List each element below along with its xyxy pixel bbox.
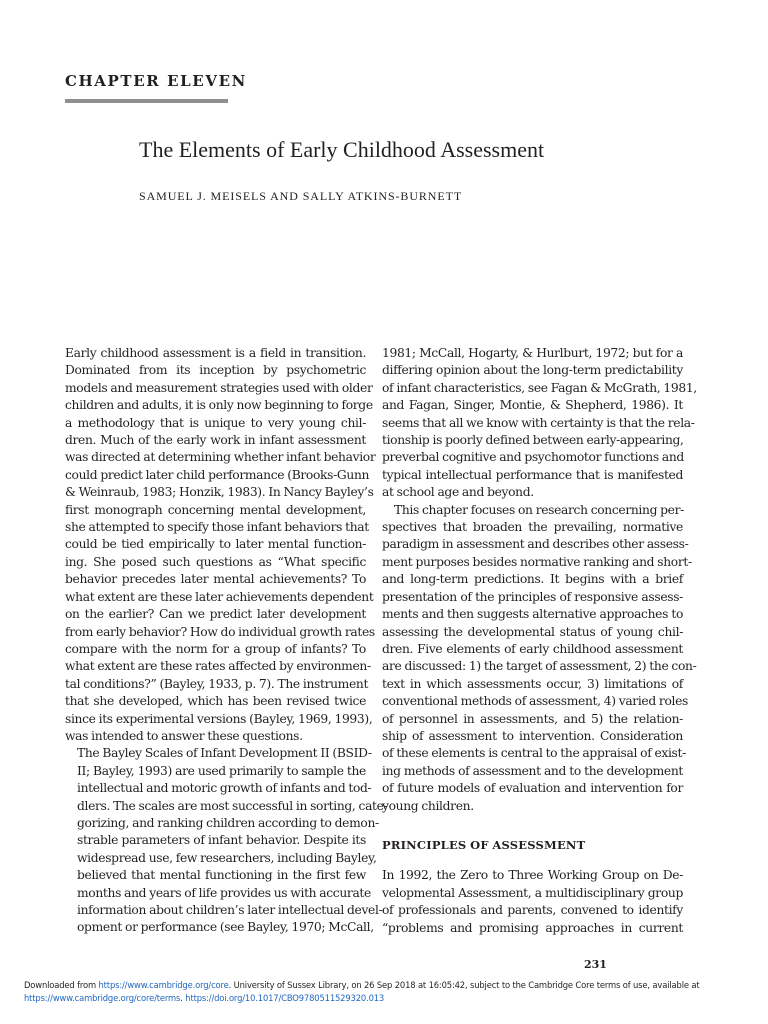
text-line: and Fagan, Singer, Montie, & Shepherd, 1986). It: [382, 398, 683, 413]
text-line: seems that all we know with certainty is that the rela-: [382, 415, 695, 430]
footer-separator: .: [180, 992, 186, 1003]
paragraph-chapter-focus: [382, 502, 697, 815]
text-line: text in which assessments occur, 3) limitations of: [382, 676, 683, 691]
chapter-title: The Elements of Early Childhood Assessment: [139, 137, 545, 162]
text-line: 1981; McCall, Hogarty, & Hurlburt, 1972; but for a: [382, 346, 683, 360]
text-line: information about children’s later intellectual devel-: [77, 903, 383, 917]
text-line: tionship is poorly defined between early-appearing,: [382, 433, 684, 448]
text-line: differing opinion about the long-term predictability: [382, 363, 683, 378]
text-line: was intended to answer these questions.: [65, 728, 303, 743]
text-line: gorizing, and ranking children according to demon-: [77, 815, 379, 830]
text-line: ment purposes besides normative ranking and short-: [382, 554, 692, 569]
text-line: paradigm in assessment and describes other assess-: [382, 537, 689, 552]
text-line: ing. She posed such questions as “What specific: [65, 554, 366, 569]
text-line: preverbal cognitive and psychomotor functions and: [382, 450, 684, 465]
text-line: are discussed: 1) the target of assessment, 2) the con-: [382, 659, 697, 674]
text-line: believed that mental functioning in the first few: [77, 868, 366, 883]
terms-link[interactable]: https://www.cambridge.org/core/terms: [24, 992, 181, 1003]
chapter-authors: SAMUEL J. MEISELS AND SALLY ATKINS-BURNETT: [139, 189, 463, 203]
text-line: of these elements is central to the appraisal of exist-: [382, 746, 686, 761]
text-line: children and adults, it is only now beginning to forge: [65, 398, 373, 413]
text-line: The Bayley Scales of Infant Development II (BSID-: [77, 746, 372, 761]
text-line: of future models of evaluation and intervention for: [382, 781, 683, 796]
chapter-label: CHAPTER ELEVEN: [65, 72, 247, 90]
text-line: and long-term predictions. It begins with a brief: [382, 572, 683, 587]
text-line: ing methods of assessment and to the development: [382, 763, 683, 778]
text-line: from early behavior? How do individual growth rates: [65, 624, 375, 639]
cambridge-core-link[interactable]: https://www.cambridge.org/core: [98, 980, 229, 990]
text-line: what extent are these later achievements dependent: [65, 589, 374, 604]
doi-link[interactable]: https://doi.org/10.1017/CBO9780511529320.013: [185, 992, 385, 1003]
chapter-rule-divider: [65, 99, 228, 103]
page-number: 231: [584, 958, 607, 971]
text-line: a methodology that is unique to very young chil-: [65, 415, 366, 430]
text-line: since its experimental versions (Bayley, 1969, 1993),: [65, 711, 373, 726]
text-line: first monograph concerning mental development,: [65, 502, 366, 517]
text-line: was directed at determining whether infant behavior: [65, 450, 376, 465]
paragraph-intro: [65, 345, 376, 745]
text-line: months and years of life provides us with accurate: [77, 885, 371, 900]
text-line: models and measurement strategies used with older: [65, 380, 373, 395]
text-line: could be tied empirically to later mental function-: [65, 537, 366, 552]
text-line: what extent are these rates affected by environmen-: [65, 659, 371, 674]
text-line: ship of assessment to intervention. Consideration: [382, 728, 683, 743]
text-line: of infant characteristics, see Fagan & McGrath, 1981,: [382, 380, 697, 395]
text-line: that she developed, which has been revised twice: [65, 694, 366, 709]
paragraph-bayley-scales: [65, 745, 388, 936]
text-line: conventional methods of assessment, 4) varied roles: [382, 694, 688, 709]
footer-middle: . University of Sussex Library, on 26 Sep 2018 at 16:05:42, subject to the Cambridge Core terms of use, available at: [228, 980, 700, 990]
text-line: tal conditions?” (Bayley, 1933, p. 7). The instrument: [65, 676, 369, 691]
text-line: & Weinraub, 1983; Honzik, 1983). In Nancy Bayley’s: [65, 485, 374, 500]
text-line: on the earlier? Can we predict later development: [65, 607, 366, 622]
text-line: young children.: [382, 798, 474, 813]
text-line: dlers. The scales are most successful in sorting, cate-: [77, 798, 388, 813]
text-line: of personnel in assessments, and 5) the relation-: [382, 711, 683, 726]
footer-line-2: [24, 992, 754, 1005]
text-line: dren. Five elements of early childhood assessment: [382, 641, 683, 656]
text-line: spectives that broaden the prevailing, normative: [382, 520, 683, 535]
left-text-column: [65, 345, 388, 937]
text-line: of professionals and parents, convened to identify: [382, 903, 683, 918]
footer-line-1: [24, 979, 754, 992]
text-line: strable parameters of infant behavior. Despite its: [77, 833, 366, 848]
text-line: presentation of the principles of responsive assess-: [382, 589, 683, 604]
text-line: velopmental Assessment, a multidisciplinary group: [382, 885, 683, 900]
text-line: assessing the developmental status of young chil-: [382, 624, 683, 639]
text-line: Dominated from its inception by psychometric: [65, 363, 366, 378]
text-line: at school age and beyond.: [382, 485, 534, 500]
text-line: opment or performance (see Bayley, 1970; McCall,: [77, 920, 374, 935]
text-line: This chapter focuses on research concerning per-: [394, 502, 684, 517]
footer-prefix: Downloaded from: [24, 980, 99, 990]
text-line: could predict later child performance (Brooks-Gunn: [65, 467, 370, 482]
text-line: ments and then suggests alternative approaches to: [382, 607, 683, 622]
text-line: she attempted to specify those infant behaviors that: [65, 520, 369, 535]
text-line: intellectual and motoric growth of infants and tod-: [77, 781, 372, 796]
text-line: In 1992, the Zero to Three Working Group on De-: [382, 868, 683, 883]
text-line: behavior precedes later mental achievements? To: [65, 572, 366, 587]
text-line: compare with the norm for a group of infants? To: [65, 641, 366, 656]
text-line: “problems and promising approaches in current: [382, 920, 683, 935]
right-text-column: [382, 345, 697, 937]
text-line: widespread use, few researchers, including Bayley,: [77, 850, 377, 865]
text-line: Early childhood assessment is a field in transition.: [65, 346, 366, 360]
text-line: typical intellectual performance that is manifested: [382, 467, 683, 482]
download-footer: [24, 979, 754, 1004]
text-line: II; Bayley, 1993) are used primarily to sample the: [77, 763, 366, 778]
paragraph-continued: [382, 345, 697, 502]
section-heading: PRINCIPLES OF ASSESSMENT: [382, 837, 586, 852]
paragraph-zero-to-three: [382, 867, 683, 937]
text-line: dren. Much of the early work in infant assessment: [65, 433, 366, 448]
